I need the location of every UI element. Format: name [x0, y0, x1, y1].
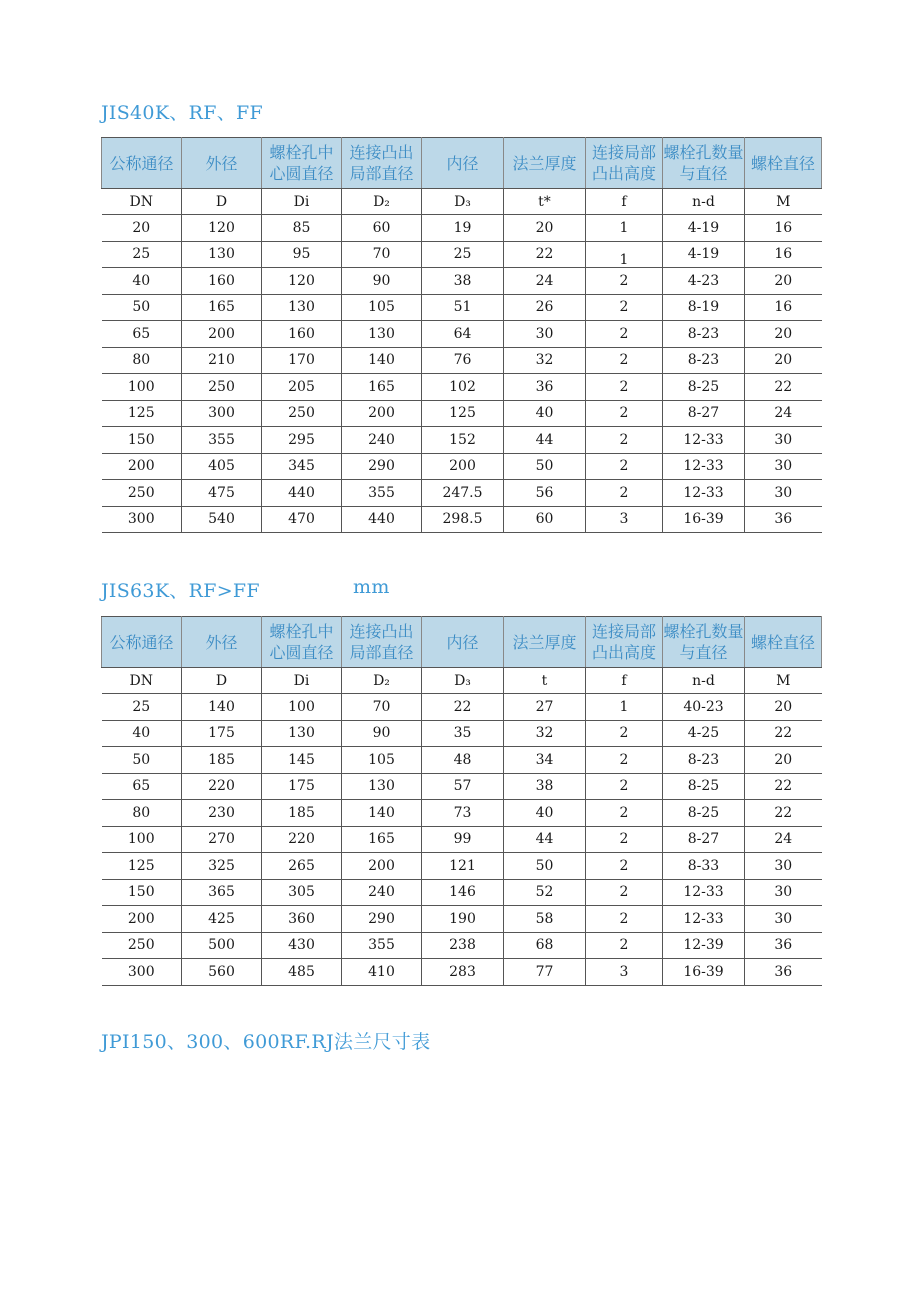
table-cell: 22 [745, 720, 822, 747]
table-cell: 30 [745, 480, 822, 507]
table-cell: 130 [262, 720, 342, 747]
table-cell: 30 [745, 427, 822, 454]
table-row [102, 294, 822, 321]
table-cell: 298.5 [422, 506, 504, 533]
table-cell: 152 [422, 427, 504, 454]
column-header: 公称通径 [102, 138, 182, 189]
table-cell: 220 [262, 826, 342, 853]
column-header: 内径 [422, 617, 504, 668]
table-cell: 22 [745, 800, 822, 827]
table-cell: 100 [102, 374, 182, 401]
table-cell: 200 [182, 321, 262, 348]
table-cell: 20 [745, 747, 822, 774]
table-cell: 24 [745, 826, 822, 853]
symbol-cell: f [586, 189, 663, 215]
table-cell: 2 [586, 347, 663, 374]
table-cell: 8-25 [663, 374, 745, 401]
table-row [102, 959, 822, 986]
table-cell: 102 [422, 374, 504, 401]
table-cell: 73 [422, 800, 504, 827]
table-row [102, 747, 822, 774]
table-cell: 130 [182, 241, 262, 268]
table-cell: 240 [342, 879, 422, 906]
table-cell: 355 [342, 480, 422, 507]
table-cell: 190 [422, 906, 504, 933]
symbol-cell: DN [102, 668, 182, 694]
table-cell: 36 [745, 932, 822, 959]
table-row [102, 374, 822, 401]
table-cell: 8-25 [663, 800, 745, 827]
table-cell: 20 [745, 321, 822, 348]
table-cell: 1 [586, 241, 663, 268]
table-cell: 50 [102, 294, 182, 321]
table-cell: 3 [586, 506, 663, 533]
table-cell: 4-19 [663, 241, 745, 268]
table-cell: 300 [102, 959, 182, 986]
table-cell: 12-33 [663, 427, 745, 454]
table-cell: 8-33 [663, 853, 745, 880]
table-cell: 50 [504, 453, 586, 480]
table-cell: 200 [102, 906, 182, 933]
table-cell: 2 [586, 268, 663, 295]
symbol-cell: D₃ [422, 189, 504, 215]
column-header: 连接凸出局部直径 [342, 617, 422, 668]
table-cell: 125 [422, 400, 504, 427]
column-header: 法兰厚度 [504, 617, 586, 668]
table-row [102, 879, 822, 906]
table-cell: 8-25 [663, 773, 745, 800]
table-cell: 125 [102, 853, 182, 880]
table-row [102, 853, 822, 880]
table-cell: 25 [102, 694, 182, 721]
table-cell: 485 [262, 959, 342, 986]
table-row [102, 694, 822, 721]
table-cell: 165 [342, 374, 422, 401]
table-cell: 65 [102, 321, 182, 348]
table-cell: 95 [262, 241, 342, 268]
table-cell: 185 [182, 747, 262, 774]
column-header: 外径 [182, 138, 262, 189]
table-row [102, 347, 822, 374]
table-cell: 8-23 [663, 747, 745, 774]
table-cell: 2 [586, 747, 663, 774]
table-cell: 80 [102, 347, 182, 374]
symbol-cell: t* [504, 189, 586, 215]
table-cell: 4-23 [663, 268, 745, 295]
table-cell: 4-19 [663, 215, 745, 242]
table-cell: 560 [182, 959, 262, 986]
table-cell: 38 [422, 268, 504, 295]
table-cell: 355 [182, 427, 262, 454]
table-cell: 2 [586, 400, 663, 427]
table-cell: 200 [342, 853, 422, 880]
table-cell: 65 [102, 773, 182, 800]
table-cell: 175 [182, 720, 262, 747]
table-cell: 16 [745, 215, 822, 242]
table-cell: 32 [504, 720, 586, 747]
symbol-cell: D [182, 189, 262, 215]
table-cell: 295 [262, 427, 342, 454]
symbol-cell: n-d [663, 668, 745, 694]
table-cell: 22 [745, 374, 822, 401]
table-row [102, 480, 822, 507]
symbol-cell: f [586, 668, 663, 694]
table-cell: 165 [182, 294, 262, 321]
table-cell: 40 [504, 400, 586, 427]
jis63k-table [101, 616, 822, 986]
table-cell: 405 [182, 453, 262, 480]
table-cell: 160 [182, 268, 262, 295]
table-cell: 22 [745, 773, 822, 800]
column-header: 螺栓孔数量与直径 [663, 138, 745, 189]
footer-title: JPI150、300、600RF.RJ法兰尺寸表 [101, 1031, 431, 1053]
symbol-cell: M [745, 668, 822, 694]
table-cell: 16-39 [663, 506, 745, 533]
table-cell: 100 [102, 826, 182, 853]
table-cell: 238 [422, 932, 504, 959]
table-cell: 305 [262, 879, 342, 906]
table-cell: 2 [586, 720, 663, 747]
table-cell: 32 [504, 347, 586, 374]
table-row [102, 321, 822, 348]
table-cell: 210 [182, 347, 262, 374]
table-cell: 35 [422, 720, 504, 747]
table-cell: 16-39 [663, 959, 745, 986]
symbol-cell: Di [262, 668, 342, 694]
table-cell: 27 [504, 694, 586, 721]
table-cell: 200 [102, 453, 182, 480]
table-cell: 44 [504, 826, 586, 853]
table-cell: 160 [262, 321, 342, 348]
table-row [102, 241, 822, 268]
table-cell: 230 [182, 800, 262, 827]
table-cell: 70 [342, 241, 422, 268]
symbol-row [102, 668, 822, 694]
table-cell: 125 [102, 400, 182, 427]
column-header: 连接凸出局部直径 [342, 138, 422, 189]
table-cell: 25 [422, 241, 504, 268]
column-header: 螺栓孔数量与直径 [663, 617, 745, 668]
table-cell: 77 [504, 959, 586, 986]
symbol-cell: n-d [663, 189, 745, 215]
jis40k-table [101, 137, 822, 533]
table-cell: 200 [342, 400, 422, 427]
header-row [102, 617, 822, 668]
table-cell: 425 [182, 906, 262, 933]
table-cell: 8-19 [663, 294, 745, 321]
table-row [102, 906, 822, 933]
column-header: 螺栓直径 [745, 617, 822, 668]
table-cell: 48 [422, 747, 504, 774]
table-cell: 185 [262, 800, 342, 827]
table-cell: 56 [504, 480, 586, 507]
table-cell: 20 [745, 347, 822, 374]
table-cell: 1 [586, 215, 663, 242]
table-row [102, 932, 822, 959]
table-cell: 145 [262, 747, 342, 774]
symbol-cell: DN [102, 189, 182, 215]
table-cell: 250 [262, 400, 342, 427]
table-cell: 2 [586, 427, 663, 454]
table-cell: 2 [586, 374, 663, 401]
table-cell: 34 [504, 747, 586, 774]
table-cell: 8-27 [663, 826, 745, 853]
table-cell: 170 [262, 347, 342, 374]
table-cell: 300 [102, 506, 182, 533]
table-cell: 90 [342, 268, 422, 295]
table-cell: 22 [504, 241, 586, 268]
table-cell: 1 [586, 694, 663, 721]
table-cell: 2 [586, 294, 663, 321]
table-cell: 2 [586, 879, 663, 906]
table-cell: 36 [745, 506, 822, 533]
symbol-cell: D₂ [342, 668, 422, 694]
table-cell: 38 [504, 773, 586, 800]
table-cell: 290 [342, 906, 422, 933]
table-cell: 500 [182, 932, 262, 959]
table-cell: 365 [182, 879, 262, 906]
table-cell: 105 [342, 294, 422, 321]
table-cell: 40 [102, 268, 182, 295]
symbol-row [102, 189, 822, 215]
table2-title: JIS63K、RF>FF mm [101, 576, 390, 602]
table-cell: 25 [102, 241, 182, 268]
table-cell: 30 [745, 906, 822, 933]
table-cell: 44 [504, 427, 586, 454]
column-header: 法兰厚度 [504, 138, 586, 189]
table-cell: 470 [262, 506, 342, 533]
table-row [102, 453, 822, 480]
table-cell: 20 [745, 268, 822, 295]
symbol-cell: M [745, 189, 822, 215]
table-cell: 12-33 [663, 453, 745, 480]
table-cell: 60 [342, 215, 422, 242]
table-cell: 130 [262, 294, 342, 321]
table-cell: 2 [586, 453, 663, 480]
table-cell: 3 [586, 959, 663, 986]
table-cell: 30 [504, 321, 586, 348]
table-cell: 4-25 [663, 720, 745, 747]
table-cell: 50 [504, 853, 586, 880]
table-cell: 30 [745, 879, 822, 906]
table-cell: 12-39 [663, 932, 745, 959]
table1-title: JIS40K、RF、FF [101, 102, 263, 124]
table-cell: 16 [745, 241, 822, 268]
table-cell: 40 [504, 800, 586, 827]
table-cell: 22 [422, 694, 504, 721]
table-cell: 26 [504, 294, 586, 321]
table-cell: 410 [342, 959, 422, 986]
table-cell: 165 [342, 826, 422, 853]
table-cell: 325 [182, 853, 262, 880]
table-cell: 80 [102, 800, 182, 827]
table-cell: 68 [504, 932, 586, 959]
table-cell: 265 [262, 853, 342, 880]
table-cell: 250 [102, 932, 182, 959]
table-cell: 130 [342, 773, 422, 800]
column-header: 螺栓孔中心圆直径 [262, 617, 342, 668]
table-cell: 19 [422, 215, 504, 242]
table-cell: 20 [102, 215, 182, 242]
table-row [102, 773, 822, 800]
table-cell: 2 [586, 853, 663, 880]
table-cell: 250 [102, 480, 182, 507]
table-cell: 175 [262, 773, 342, 800]
table-cell: 40-23 [663, 694, 745, 721]
table-cell: 247.5 [422, 480, 504, 507]
table-cell: 250 [182, 374, 262, 401]
table-cell: 36 [745, 959, 822, 986]
table-cell: 120 [262, 268, 342, 295]
table-cell: 2 [586, 321, 663, 348]
table-cell: 40 [102, 720, 182, 747]
symbol-cell: t [504, 668, 586, 694]
table-cell: 290 [342, 453, 422, 480]
table-cell: 283 [422, 959, 504, 986]
table-cell: 540 [182, 506, 262, 533]
symbol-cell: D [182, 668, 262, 694]
table-cell: 16 [745, 294, 822, 321]
table-cell: 90 [342, 720, 422, 747]
column-header: 内径 [422, 138, 504, 189]
table-cell: 52 [504, 879, 586, 906]
table-cell: 12-33 [663, 480, 745, 507]
table-cell: 99 [422, 826, 504, 853]
table-cell: 345 [262, 453, 342, 480]
column-header: 连接局部凸出高度 [586, 617, 663, 668]
table-cell: 440 [262, 480, 342, 507]
symbol-cell: D₃ [422, 668, 504, 694]
table-cell: 220 [182, 773, 262, 800]
table-cell: 430 [262, 932, 342, 959]
table-cell: 440 [342, 506, 422, 533]
table-cell: 120 [182, 215, 262, 242]
table-cell: 58 [504, 906, 586, 933]
table-cell: 200 [422, 453, 504, 480]
table-cell: 240 [342, 427, 422, 454]
table-cell: 2 [586, 480, 663, 507]
table-cell: 205 [262, 374, 342, 401]
table-cell: 30 [745, 453, 822, 480]
table-row [102, 427, 822, 454]
table-cell: 76 [422, 347, 504, 374]
table-row [102, 826, 822, 853]
table-row [102, 215, 822, 242]
table-cell: 20 [504, 215, 586, 242]
table-cell: 24 [745, 400, 822, 427]
symbol-cell: D₂ [342, 189, 422, 215]
table-cell: 51 [422, 294, 504, 321]
table-cell: 140 [342, 800, 422, 827]
table-cell: 8-27 [663, 400, 745, 427]
table-cell: 85 [262, 215, 342, 242]
table-row [102, 506, 822, 533]
table-cell: 12-33 [663, 879, 745, 906]
table-cell: 121 [422, 853, 504, 880]
table-cell: 57 [422, 773, 504, 800]
table-cell: 2 [586, 826, 663, 853]
table-cell: 8-23 [663, 321, 745, 348]
table-cell: 140 [182, 694, 262, 721]
table-cell: 140 [342, 347, 422, 374]
table-cell: 360 [262, 906, 342, 933]
column-header: 外径 [182, 617, 262, 668]
table-cell: 20 [745, 694, 822, 721]
table-cell: 150 [102, 427, 182, 454]
table-cell: 130 [342, 321, 422, 348]
table-row [102, 268, 822, 295]
table-cell: 300 [182, 400, 262, 427]
table-cell: 2 [586, 906, 663, 933]
table-row [102, 720, 822, 747]
table-cell: 30 [745, 853, 822, 880]
table-cell: 2 [586, 773, 663, 800]
table-cell: 36 [504, 374, 586, 401]
table-cell: 150 [102, 879, 182, 906]
unit-label: mm [353, 576, 390, 598]
header-row [102, 138, 822, 189]
table-cell: 355 [342, 932, 422, 959]
column-header: 螺栓直径 [745, 138, 822, 189]
table-cell: 100 [262, 694, 342, 721]
table-cell: 24 [504, 268, 586, 295]
table-cell: 12-33 [663, 906, 745, 933]
table-cell: 146 [422, 879, 504, 906]
symbol-cell: Di [262, 189, 342, 215]
table-cell: 64 [422, 321, 504, 348]
table-cell: 8-23 [663, 347, 745, 374]
table-cell: 105 [342, 747, 422, 774]
table-cell: 270 [182, 826, 262, 853]
table-cell: 2 [586, 800, 663, 827]
table-cell: 60 [504, 506, 586, 533]
column-header: 公称通径 [102, 617, 182, 668]
column-header: 连接局部凸出高度 [586, 138, 663, 189]
table-cell: 50 [102, 747, 182, 774]
table-cell: 2 [586, 932, 663, 959]
table-row [102, 400, 822, 427]
table-row [102, 800, 822, 827]
table-cell: 70 [342, 694, 422, 721]
table-cell: 475 [182, 480, 262, 507]
column-header: 螺栓孔中心圆直径 [262, 138, 342, 189]
